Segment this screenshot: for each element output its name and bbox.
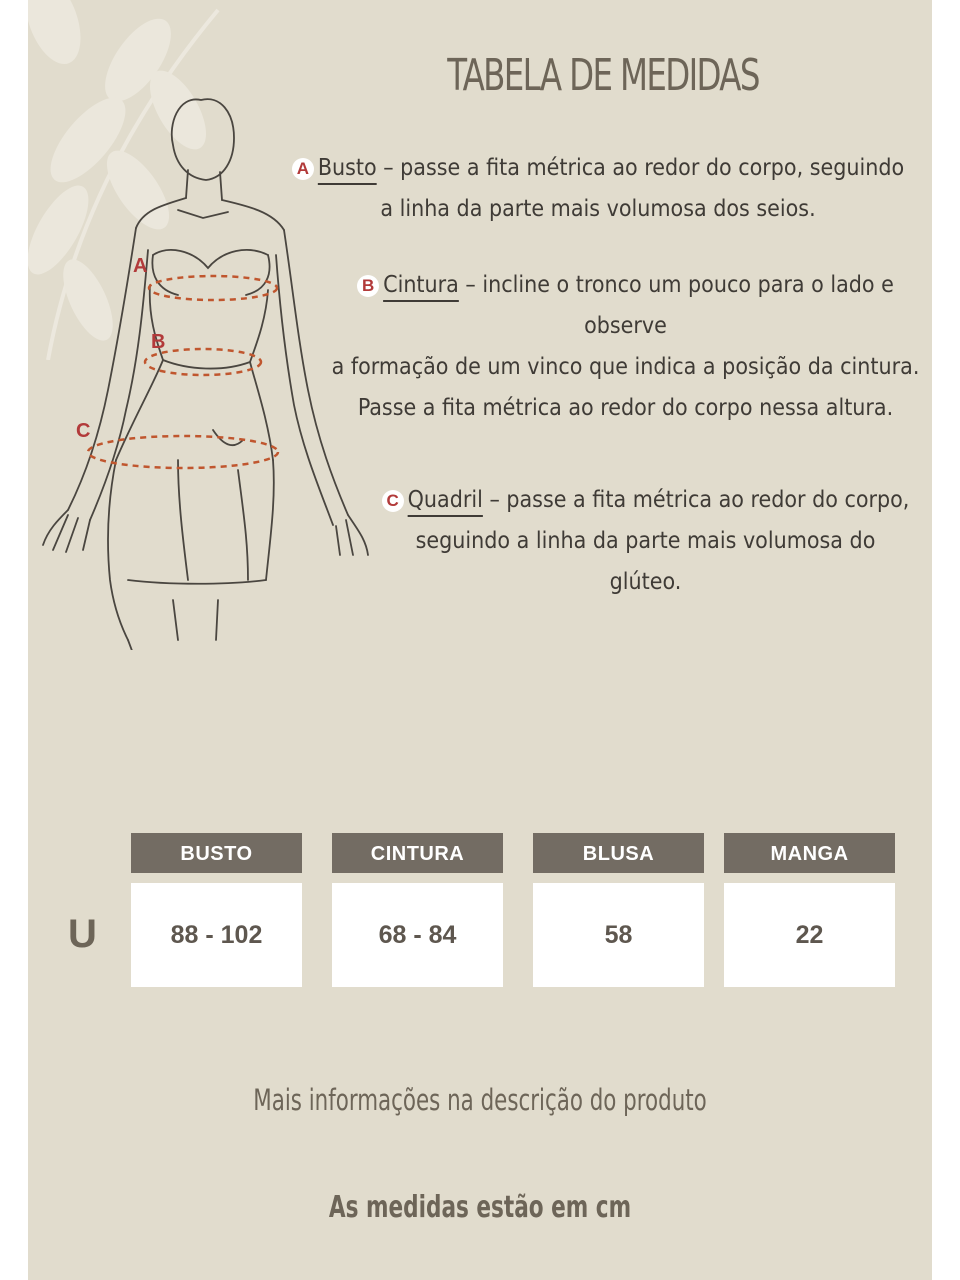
marker-b: B [151, 331, 166, 353]
instruction-waist-line: a formação de um vinco que indica a posição da cintura. [331, 354, 920, 380]
instruction-hip-line: glúteo. [609, 569, 682, 595]
badge-a: A [292, 158, 314, 180]
term-hip: Quadril [407, 487, 483, 513]
term-bust: Busto [317, 155, 377, 181]
column-header: BLUSA [533, 833, 704, 873]
column-value: 88 - 102 [131, 883, 302, 987]
column-blouse [533, 833, 704, 987]
instruction-bust-line: a linha da parte mais volumosa dos seios. [380, 196, 816, 222]
column-header: CINTURA [332, 833, 503, 873]
column-value: 22 [724, 883, 895, 987]
column-header: MANGA [724, 833, 895, 873]
instruction-waist-text: – incline o tronco um pouco para o lado e [458, 272, 894, 298]
column-bust [131, 833, 302, 987]
badge-b: B [357, 275, 379, 297]
column-value: 68 - 84 [332, 883, 503, 987]
term-waist: Cintura [383, 272, 459, 298]
instruction-hip-text: – passe a fita métrica ao redor do corpo, [482, 487, 910, 513]
instruction-waist-line: observe [584, 313, 667, 339]
instruction-hip-line: seguindo a linha da parte mais volumosa do [415, 528, 876, 554]
instruction-waist [328, 265, 923, 429]
more-info-note: Mais informações na descrição do produto [253, 1083, 707, 1117]
marker-c: C [76, 420, 91, 442]
size-chart-panel [28, 0, 932, 1280]
marker-a: A [133, 255, 148, 277]
page-title: TABELA DE MEDIDAS [447, 50, 759, 101]
column-value: 58 [533, 883, 704, 987]
size-row-label: U [68, 912, 97, 956]
column-sleeve [724, 833, 895, 987]
instruction-bust-text: – passe a fita métrica ao redor do corpo, seguindo [376, 155, 905, 181]
instruction-bust [278, 148, 918, 230]
instruction-hip [368, 480, 923, 603]
column-header: BUSTO [131, 833, 302, 873]
units-note: As medidas estão em cm [328, 1190, 632, 1225]
instruction-waist-line: Passe a fita métrica ao redor do corpo nessa altura. [357, 395, 894, 421]
badge-c: C [382, 490, 404, 512]
column-waist [332, 833, 503, 987]
